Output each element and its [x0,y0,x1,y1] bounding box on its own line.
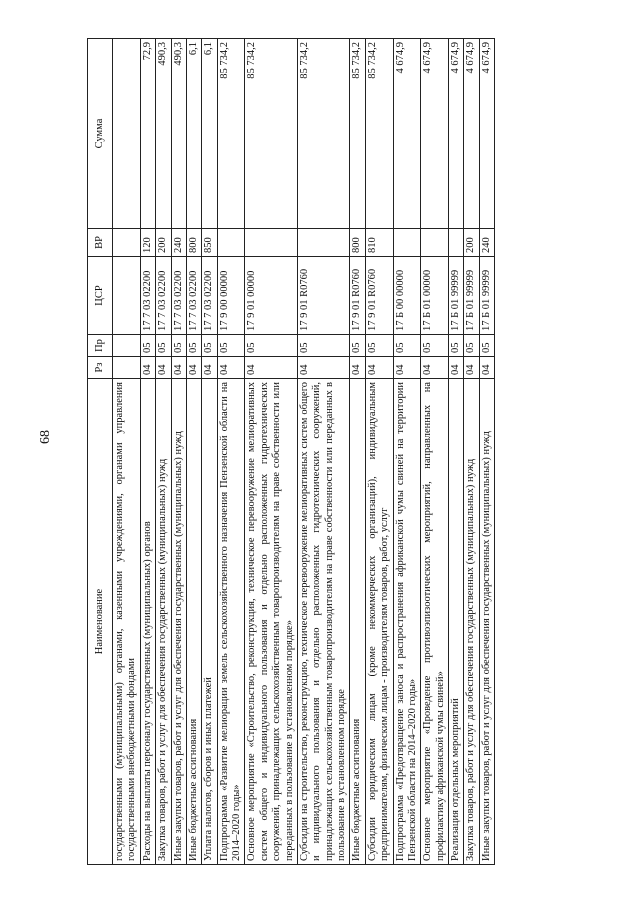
cell-rz: 04 [449,357,464,379]
cell-pr: 05 [421,335,449,357]
cell-name: Иные бюджетные ассигнования [186,379,201,865]
cell-csr: 17 Б 00 00000 [393,257,421,335]
table-row [365,39,393,865]
cell-vr: 810 [365,229,393,257]
cell-csr: 17 7 03 02200 [140,257,155,335]
table-header-row [88,39,113,865]
cell-vr [421,229,449,257]
table-row [245,39,298,865]
cell-rz: 04 [393,357,421,379]
table-row [393,39,421,865]
cell-name: Расходы на выплаты персоналу государственных (муниципальных) органов [140,379,155,865]
cell-name: Иные закупки товаров, работ и услуг для обеспечения государственных (муниципальных) нужд [479,379,494,865]
cell-vr: 800 [350,229,365,257]
table-row [202,39,217,865]
cell-pr: 05 [393,335,421,357]
cell-name: государственными (муниципальными) органами, казенными учреждениями, органами управления государственными внебюджетными фондами [113,379,141,865]
cell-pr: 05 [217,335,245,357]
cell-csr: 17 9 01 00000 [245,257,298,335]
cell-vr: 240 [171,229,186,257]
cell-pr [113,335,141,357]
cell-rz: 04 [171,357,186,379]
cell-rz: 04 [479,357,494,379]
cell-vr: 120 [140,229,155,257]
cell-rz: 04 [365,357,393,379]
cell-rz: 04 [186,357,201,379]
cell-rz: 04 [464,357,479,379]
header-vr: ВР [88,229,113,257]
cell-pr: 05 [297,335,350,357]
cell-csr: 17 7 03 02200 [171,257,186,335]
cell-vr: 200 [156,229,171,257]
cell-csr: 17 Б 01 99999 [449,257,464,335]
cell-name: Закупка товаров, работ и услуг для обеспечения государственных (муниципальных) нужд [464,379,479,865]
cell-pr: 05 [479,335,494,357]
table-row [449,39,464,865]
cell-sum: 4 674,9 [464,39,479,229]
table-row [479,39,494,865]
cell-sum: 85 734,2 [245,39,298,229]
cell-name: Основное мероприятие «Строительство, реконструкция, техническое перевооружение мелиоративных систем общего и индивидуального пользования и отдельно расположенных гидротехнических сооружений, принадлежащих сельскохозяйственным товаропроизводителям на праве собственности или переданных в пользование в установленном порядке» [245,379,298,865]
cell-csr: 17 7 03 02200 [156,257,171,335]
cell-pr: 05 [202,335,217,357]
table-row [140,39,155,865]
cell-csr: 17 Б 01 99999 [479,257,494,335]
table-row [350,39,365,865]
cell-vr: 200 [464,229,479,257]
cell-csr: 17 9 01 R0760 [365,257,393,335]
cell-csr: 17 7 03 02200 [202,257,217,335]
cell-pr: 05 [186,335,201,357]
cell-rz: 04 [245,357,298,379]
cell-sum: 6,1 [186,39,201,229]
cell-rz: 04 [202,357,217,379]
cell-sum: 72,9 [140,39,155,229]
cell-vr [113,229,141,257]
cell-rz: 04 [297,357,350,379]
cell-rz: 04 [350,357,365,379]
cell-vr [245,229,298,257]
cell-sum: 4 674,9 [421,39,449,229]
header-name: Наименование [88,379,113,865]
cell-csr: 17 9 01 R0760 [297,257,350,335]
cell-vr: 850 [202,229,217,257]
header-rz: Рз [88,357,113,379]
cell-rz: 04 [156,357,171,379]
cell-sum: 85 734,2 [297,39,350,229]
cell-vr [217,229,245,257]
cell-csr: 17 Б 01 00000 [421,257,449,335]
header-csr: ЦСР [88,257,113,335]
cell-name: Уплата налогов, сборов и иных платежей [202,379,217,865]
table-row [217,39,245,865]
budget-table [87,38,495,865]
cell-rz [113,357,141,379]
cell-pr: 05 [140,335,155,357]
table-row [186,39,201,865]
cell-name: Субсидии на строительство, реконструкцию, техническое перевооружение мелиоративных систем общего и индивидуального пользования и отдельно расположенных гидротехнических сооружений, принадлежащих сельскохозяйственным товаропроизводителям на праве собственности или переданных в пользование в установленном порядке [297,379,350,865]
cell-pr: 05 [245,335,298,357]
cell-sum: 85 734,2 [217,39,245,229]
cell-name: Субсидии юридическим лицам (кроме некоммерческих организаций), индивидуальным предпринимателям, физическим лицам - производителям товаров, работ, услуг [365,379,393,865]
cell-csr: 17 7 03 02200 [186,257,201,335]
cell-sum: 4 674,9 [449,39,464,229]
cell-pr: 05 [449,335,464,357]
cell-vr: 240 [479,229,494,257]
cell-sum: 85 734,2 [365,39,393,229]
page-number: 68 [38,430,53,444]
cell-csr: 17 9 00 00000 [217,257,245,335]
cell-name: Иные закупки товаров, работ и услуг для обеспечения государственных (муниципальных) нужд [171,379,186,865]
cell-csr: 17 Б 01 99999 [464,257,479,335]
cell-sum: 4 674,9 [393,39,421,229]
cell-vr [449,229,464,257]
table-row [171,39,186,865]
cell-vr [393,229,421,257]
table-row [464,39,479,865]
cell-name: Иные бюджетные ассигнования [350,379,365,865]
table-body [113,39,495,865]
cell-sum [113,39,141,229]
cell-csr: 17 9 01 R0760 [350,257,365,335]
table-row [113,39,141,865]
header-sum: Сумма [88,39,113,229]
cell-sum: 6,1 [202,39,217,229]
cell-sum: 85 734,2 [350,39,365,229]
cell-name: Основное мероприятие «Проведение противоэпизоотических мероприятий, направленных на профилактику африканской чумы свиней» [421,379,449,865]
cell-name: Подпрограмма «Предотвращение заноса и распространения африканской чумы свиней на территории Пензенской области на 2014–2020 годы» [393,379,421,865]
cell-csr [113,257,141,335]
cell-name: Реализация отдельных мероприятий [449,379,464,865]
cell-rz: 04 [217,357,245,379]
cell-pr: 05 [350,335,365,357]
table-row [156,39,171,865]
cell-name: Подпрограмма «Развитие мелиорации земель сельскохозяйственного назначения Пензенской области на 2014–2020 годы» [217,379,245,865]
table-row [421,39,449,865]
cell-vr [297,229,350,257]
cell-pr: 05 [365,335,393,357]
header-pr: Пр [88,335,113,357]
cell-vr: 800 [186,229,201,257]
cell-pr: 05 [464,335,479,357]
cell-rz: 04 [140,357,155,379]
cell-sum: 490,3 [156,39,171,229]
table-row [297,39,350,865]
cell-sum: 4 674,9 [479,39,494,229]
cell-pr: 05 [156,335,171,357]
cell-pr: 05 [171,335,186,357]
cell-name: Закупка товаров, работ и услуг для обеспечения государственных (муниципальных) нужд [156,379,171,865]
cell-sum: 490,3 [171,39,186,229]
rotated-page-content [87,39,537,865]
cell-rz: 04 [421,357,449,379]
